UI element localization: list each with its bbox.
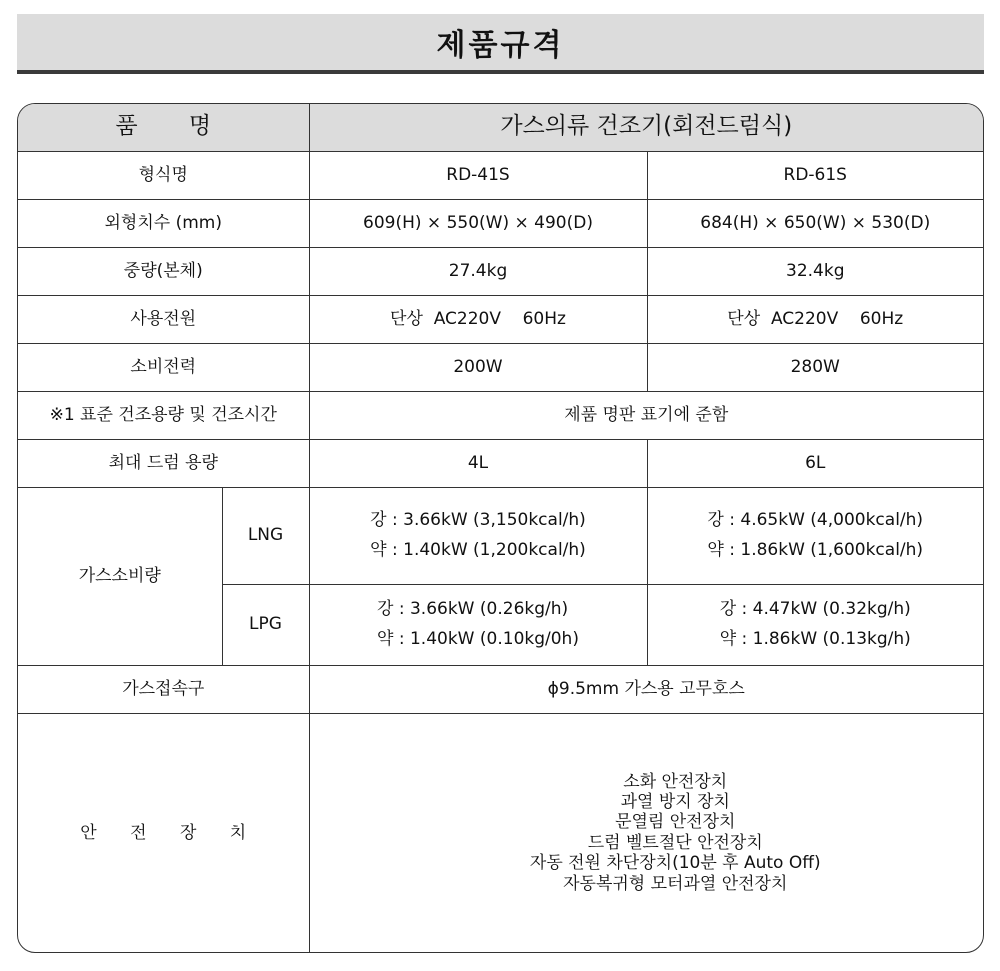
- list-item: 문열림 안전장치: [615, 812, 736, 833]
- product-name-value: 가스의류 건조기(회전드럼식): [309, 104, 983, 151]
- power-consumption-value-2: 280W: [647, 343, 983, 391]
- table-row: [18, 343, 983, 391]
- lpg-value-1-high: 강 : 3.66kW (0.26kg/h): [377, 598, 569, 619]
- weight-label: 중량(본체): [18, 247, 309, 295]
- title-band: [17, 14, 984, 74]
- table-row: [18, 713, 983, 952]
- lpg-value-2-high: 강 : 4.47kW (0.32kg/h): [719, 598, 911, 619]
- list-item: 자동복귀형 모터과열 안전장치: [563, 873, 788, 894]
- spec-table: [18, 104, 983, 952]
- product-name-label-cell: [18, 104, 309, 151]
- table-row: [18, 199, 983, 247]
- safety-label: 안 전 장 치: [80, 822, 261, 843]
- table-row: [18, 487, 983, 584]
- lng-value-2-low: 약 : 1.86kW (1,600kcal/h): [707, 539, 924, 560]
- dimensions-value-1: 609(H) × 550(W) × 490(D): [309, 199, 647, 247]
- power-consumption-value-1: 200W: [309, 343, 647, 391]
- weight-value-1: 27.4kg: [309, 247, 647, 295]
- table-row: [18, 665, 983, 713]
- lng-value-2-high: 강 : 4.65kW (4,000kcal/h): [707, 509, 924, 530]
- lng-value-1-low: 약 : 1.40kW (1,200kcal/h): [370, 539, 586, 560]
- list-item: 자동 전원 차단장치(10분 후 Auto Off): [529, 853, 821, 874]
- lpg-value-1-low: 약 : 1.40kW (0.10kg/0h): [377, 628, 579, 649]
- weight-value-2: 32.4kg: [647, 247, 983, 295]
- list-item: 과열 방지 장치: [620, 791, 730, 812]
- dimensions-value-2: 684(H) × 650(W) × 530(D): [647, 199, 983, 247]
- table-header-row: [18, 104, 983, 151]
- lng-value-2: [647, 487, 983, 584]
- lng-value-1: [309, 487, 647, 584]
- power-supply-label: 사용전원: [18, 295, 309, 343]
- model-value-1: RD-41S: [309, 151, 647, 199]
- table-row: [18, 295, 983, 343]
- max-drum-value-1: 4L: [309, 439, 647, 487]
- lpg-value-2: [647, 584, 983, 665]
- safety-list: [309, 713, 983, 952]
- model-label: 형식명: [18, 151, 309, 199]
- model-value-2: RD-61S: [647, 151, 983, 199]
- lpg-value-2-low: 약 : 1.86kW (0.13kg/h): [719, 628, 911, 649]
- standard-capacity-value: 제품 명판 표기에 준함: [309, 391, 983, 439]
- lpg-value-1: [309, 584, 647, 665]
- max-drum-label: 최대 드럼 용량: [18, 439, 309, 487]
- power-supply-value-2: 단상 AC220V 60Hz: [647, 295, 983, 343]
- page-title: 제품규격: [436, 28, 565, 63]
- gas-connection-label: 가스접속구: [18, 665, 309, 713]
- table-row: [18, 247, 983, 295]
- power-supply-value-1: 단상 AC220V 60Hz: [309, 295, 647, 343]
- lpg-label: LPG: [222, 584, 309, 665]
- table-row: [18, 391, 983, 439]
- standard-capacity-label: ※1 표준 건조용량 및 건조시간: [18, 391, 309, 439]
- list-item: 드럼 벨트절단 안전장치: [587, 832, 763, 853]
- table-row: [18, 151, 983, 199]
- product-name-label: 품 명: [115, 113, 234, 140]
- table-row: [18, 439, 983, 487]
- lng-value-1-high: 강 : 3.66kW (3,150kcal/h): [370, 509, 586, 530]
- power-consumption-label: 소비전력: [18, 343, 309, 391]
- list-item: 소화 안전장치: [623, 771, 728, 792]
- spec-table-frame: [17, 103, 984, 953]
- lng-label: LNG: [222, 487, 309, 584]
- gas-connection-value: ϕ9.5mm 가스용 고무호스: [309, 665, 983, 713]
- dimensions-label: 외형치수 (mm): [18, 199, 309, 247]
- safety-label-cell: [18, 713, 309, 952]
- max-drum-value-2: 6L: [647, 439, 983, 487]
- gas-consumption-label: 가스소비량: [18, 487, 222, 665]
